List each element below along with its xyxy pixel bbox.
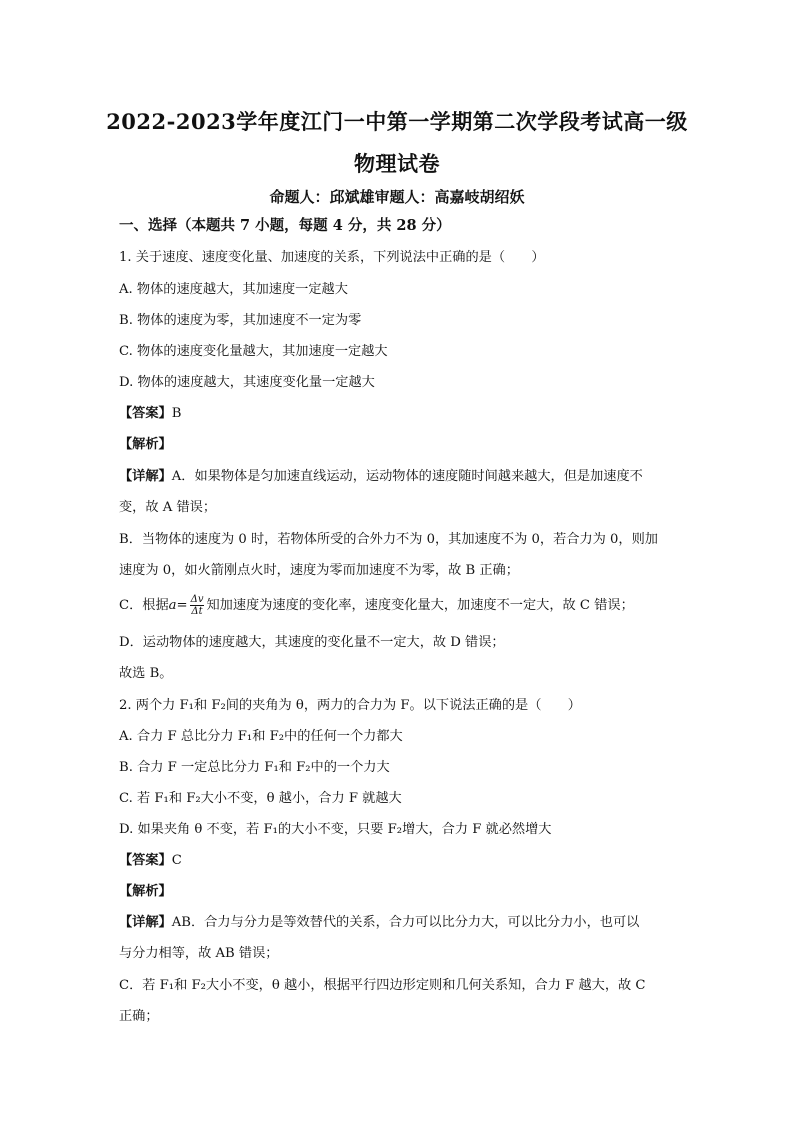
q1-detail-a-line1 <box>119 468 679 486</box>
detail-c-suffix: 知加速度为速度的变化率，速度变化量大，加速度不一定大，故 C 错误； <box>206 598 634 613</box>
answer-label: 【答案】 <box>119 406 172 421</box>
q1-answer <box>119 405 679 423</box>
q1-conclusion: 故选 B。 <box>119 666 173 681</box>
q2-stem: 2. 两个力 F₁和 F₂间的夹角为 θ，两力的合力为 F。以下说法正确的是（ ） <box>119 698 581 713</box>
acceleration-formula <box>190 594 205 617</box>
q2-answer <box>119 852 679 870</box>
q1-detail-a-line2: 变，故 A 错误； <box>119 500 217 515</box>
q1-option-c: C. 物体的速度变化量越大，其加速度一定越大 <box>119 344 388 359</box>
q1-detail-b-line1: B．当物体的速度为 0 时，若物体所受的合外力不为 0，其加速度不为 0，若合力为 0，则加 <box>119 532 658 547</box>
q2-option-c: C. 若 F₁和 F₂大小不变，θ 越小，合力 F 就越大 <box>119 791 402 806</box>
formula-equals: = <box>176 598 188 613</box>
q1-stem: 1. 关于速度、速度变化量、加速度的关系，下列说法中正确的是（ ） <box>119 250 545 265</box>
q1-option-d: D. 物体的速度越大，其速度变化量一定越大 <box>119 375 375 390</box>
exam-title-line2: 物理试卷 <box>354 151 440 176</box>
q1-detail-b-line2: 速度为 0，如火箭刚点火时，速度为零而加速度不为零，故 B 正确； <box>119 563 519 578</box>
q2-analysis-label: 【解析】 <box>119 884 172 899</box>
q2-option-a: A. 合力 F 总比分力 F₁和 F₂中的任何一个力都大 <box>119 729 403 744</box>
exam-title-line1: 2022-2023学年度江门一中第一学期第二次学段考试高一级 <box>106 109 688 134</box>
answer-value: C <box>171 853 182 868</box>
q2-option-b: B. 合力 F 一定总比分力 F₁和 F₂中的一个力大 <box>119 760 390 775</box>
detail-text: AB．合力与分力是等效替代的关系，合力可以比分力大，可以比分力小，也可以 <box>171 915 640 930</box>
detail-label: 【详解】 <box>119 469 172 484</box>
exam-authors: 命题人：邱斌雄审题人：高嘉岐胡绍妖 <box>269 188 525 206</box>
formula-numerator: Δv <box>190 594 204 605</box>
q1-option-b: B. 物体的速度为零，其加速度不一定为零 <box>119 313 362 328</box>
section-heading: 一、选择（本题共 7 小题，每题 4 分，共 28 分） <box>119 217 451 234</box>
q2-detail-c-line2: 正确； <box>119 1009 159 1024</box>
detail-label: 【详解】 <box>119 915 172 930</box>
q2-detail-ab-line1 <box>119 914 679 932</box>
q2-option-d: D. 如果夹角 θ 不变，若 F₁的大小不变，只要 F₂增大，合力 F 就必然增大 <box>119 822 552 837</box>
q1-analysis-label: 【解析】 <box>119 437 172 452</box>
q1-detail-c <box>119 594 679 617</box>
formula-lhs: a <box>168 598 177 613</box>
detail-c-prefix: C．根据 <box>119 598 169 613</box>
formula-denominator: Δt <box>191 606 203 617</box>
q2-detail-c-line1: C．若 F₁和 F₂大小不变，θ 越小，根据平行四边形定则和几何关系知，合力 F 越大，故 C <box>119 978 646 993</box>
q1-option-a: A. 物体的速度越大，其加速度一定越大 <box>119 282 348 297</box>
q2-detail-ab-line2: 与分力相等，故 AB 错误； <box>119 946 279 961</box>
answer-value: B <box>171 406 182 421</box>
answer-label: 【答案】 <box>119 853 172 868</box>
detail-text: A．如果物体是匀加速直线运动，运动物体的速度随时间越来越大，但是加速度不 <box>171 469 643 484</box>
q1-detail-d: D．运动物体的速度越大，其速度的变化量不一定大，故 D 错误； <box>119 635 505 650</box>
